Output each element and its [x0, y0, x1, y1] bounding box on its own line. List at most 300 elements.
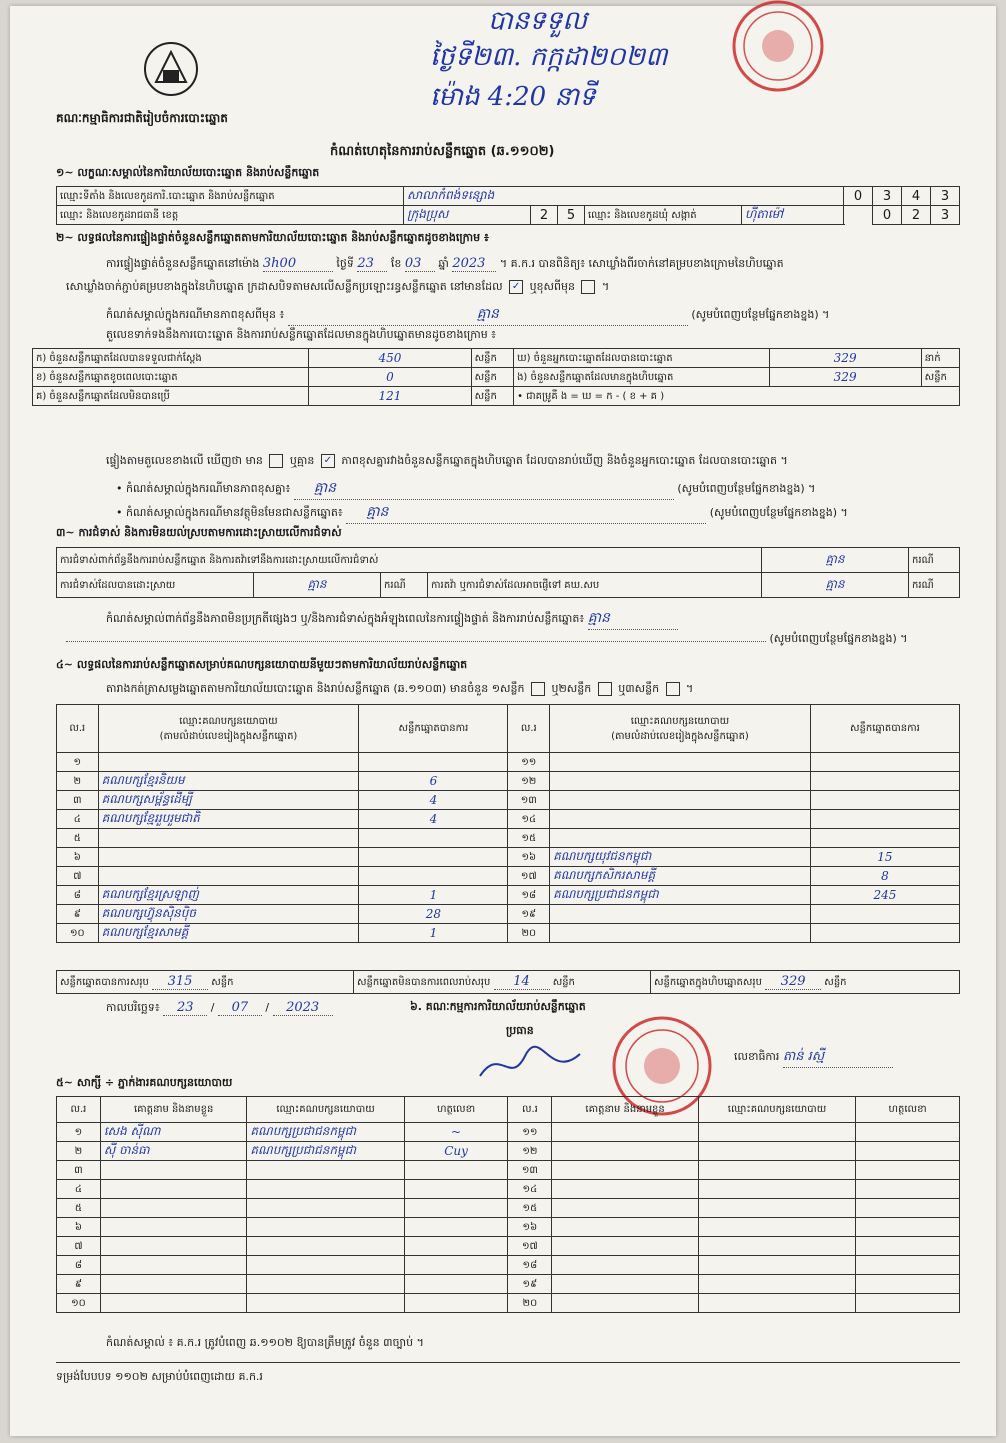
- row-number: ៣: [57, 791, 99, 810]
- witness-signature: ~: [404, 1123, 508, 1142]
- col-party-header: ឈ្មោះគណបក្សនយោបាយ: [179, 715, 278, 727]
- witness-party: [698, 1161, 855, 1180]
- figures-unit: សន្លឹក: [471, 349, 513, 368]
- witness-name: [100, 1161, 247, 1180]
- figures-value: 329: [769, 368, 921, 387]
- witness-signature: [856, 1237, 960, 1256]
- witness-party: [698, 1237, 855, 1256]
- witness-party: [698, 1123, 855, 1142]
- results-row: [57, 753, 960, 772]
- row-number: ៧: [57, 1237, 101, 1256]
- totals-row: [57, 971, 960, 994]
- received-note: បានទទួល: [488, 6, 588, 36]
- party-votes: [810, 753, 959, 772]
- venue-code-digit: 3: [873, 187, 902, 206]
- witness-row: [57, 1142, 960, 1161]
- verification-text: ការផ្ទៀងផ្ទាត់ចំនួនសន្លឹកឆ្នោតនៅម៉ោង: [106, 257, 260, 270]
- verification-month: 03: [405, 256, 435, 272]
- results-row: [57, 886, 960, 905]
- col-name-header: គោត្តនាម និងនាមខ្លួន: [552, 1097, 699, 1123]
- witness-signature: [404, 1294, 508, 1313]
- party-name: [550, 791, 811, 810]
- row-number: ១: [57, 753, 99, 772]
- col-no-header: ល.រ: [57, 705, 99, 753]
- witness-signature: [856, 1161, 960, 1180]
- note1-suffix: (សូមបំពេញបន្ថែមផ្នែកខាងខ្នង) ។: [691, 308, 830, 321]
- witness-signature: [856, 1142, 960, 1161]
- party-name: [98, 848, 359, 867]
- row-number: ១២: [508, 772, 550, 791]
- resolved-value: គ្មាន: [254, 573, 381, 598]
- nec-logo-icon: [140, 38, 202, 100]
- party-votes: [359, 753, 508, 772]
- witness-party: [698, 1218, 855, 1237]
- objection-label: ការជំទាស់ពាក់ព័ន្ធនឹងការរាប់សន្លឹកឆ្នោត និងការតវ៉ាទៅនឹងការដោះស្រាយលើការជំទាស់: [57, 548, 762, 573]
- witness-name: [100, 1275, 247, 1294]
- party-name: [98, 753, 359, 772]
- province-value: ក្រុងប្រុស: [404, 206, 531, 224]
- witness-signature: [404, 1180, 508, 1199]
- party-votes: [810, 772, 959, 791]
- col-sign-header: ហត្ថលេខា: [404, 1097, 508, 1123]
- row-number: ១៩: [508, 1275, 552, 1294]
- witness-name: សេង ស៊ីណា: [100, 1123, 247, 1142]
- witness-signature: [856, 1294, 960, 1313]
- venue-code-digit: 0: [844, 187, 873, 206]
- sheets-3-checkbox[interactable]: [666, 682, 680, 696]
- witness-signature: [404, 1218, 508, 1237]
- figures-label: ខ) ចំនួនសន្លឹកឆ្នោតខូចពេលបោះឆ្នោត: [33, 368, 309, 387]
- col-party-header: ឈ្មោះគណបក្សនយោបាយ: [698, 1097, 855, 1123]
- total-valid-value: 315: [152, 974, 208, 990]
- row-number: ១៤: [508, 1180, 552, 1199]
- section3-note-line2: [66, 632, 908, 648]
- difference-no-checkbox[interactable]: ✓: [321, 454, 335, 468]
- witness-name: [552, 1275, 699, 1294]
- verification-text: ថ្ងៃទី: [336, 257, 354, 270]
- witness-signature: [856, 1256, 960, 1275]
- witness-name: [100, 1218, 247, 1237]
- party-votes: 8: [810, 867, 959, 886]
- witness-party: [247, 1256, 404, 1275]
- witness-row: [57, 1161, 960, 1180]
- party-name: [550, 924, 811, 943]
- witness-header: [57, 1097, 960, 1123]
- total-box-value: 329: [765, 974, 821, 990]
- witness-name: [100, 1256, 247, 1275]
- party-name: [550, 810, 811, 829]
- form-sheet: [10, 6, 996, 1436]
- witness-party: [698, 1294, 855, 1313]
- row-number: ១៦: [508, 848, 550, 867]
- note2-label: • កំណត់សម្គាល់ក្នុងករណីមានភាពខុសគ្នា៖: [116, 482, 291, 495]
- col-votes-header: សន្លឹកឆ្នោតបានការ: [810, 705, 959, 753]
- row-number: ៤: [57, 810, 99, 829]
- total-valid-label: សន្លឹកឆ្នោតបានការសរុប: [60, 977, 149, 988]
- results-row: [57, 772, 960, 791]
- witness-signature: [404, 1275, 508, 1294]
- org-name: គណៈកម្មាធិការជាតិរៀបចំការបោះឆ្នោត: [56, 111, 228, 125]
- party-votes: [810, 924, 959, 943]
- party-votes: [359, 848, 508, 867]
- party-votes: 245: [810, 886, 959, 905]
- party-name: [550, 772, 811, 791]
- section3-note-suffix: (សូមបំពេញបន្ថែមផ្នែកខាងខ្នង) ។: [769, 632, 908, 645]
- row-number: ៥: [57, 829, 99, 848]
- row-number: ១០: [57, 924, 99, 943]
- party-name: គណបក្សកសិករសាមគ្គី: [550, 867, 811, 886]
- results-table: [56, 704, 960, 943]
- formula-text: • ជាគម្រូគឺ ង = ឃ = ក - ( ខ + គ ): [514, 387, 960, 406]
- witness-signature: [404, 1256, 508, 1275]
- chair-label: ប្រធាន: [506, 1024, 534, 1037]
- seal-intact-checkbox[interactable]: ✓: [509, 280, 523, 294]
- row-number: ៣: [57, 1161, 101, 1180]
- figures-intro: តួលេខទាក់ទងនឹងការបោះឆ្នោត និងការរាប់សន្លឹកឆ្នោតដែលមានក្នុងហិបឆ្នោតមានដូចខាងក្រោម ៖: [106, 328, 497, 341]
- row-number: ៤: [57, 1180, 101, 1199]
- witness-row: [57, 1275, 960, 1294]
- party-votes: [810, 829, 959, 848]
- row-number: ៩: [57, 905, 99, 924]
- figures-unit: នាក់: [921, 349, 959, 368]
- figures-label: គ) ចំនួនសន្លឹកឆ្នោតដែលមិនបានប្រើ: [33, 387, 309, 406]
- party-name: [98, 867, 359, 886]
- witness-party: [698, 1256, 855, 1275]
- sheets-2-checkbox[interactable]: [598, 682, 612, 696]
- section2-title: ២~ លទ្ធផលនៃការផ្ទៀងផ្ទាត់ចំនួនសន្លឹកឆ្នោតតាមការិយាល័យបោះឆ្នោត និងរាប់សន្លឹកឆ្នោតដូចខាងក្រោម ៖: [56, 231, 489, 244]
- row-number: ២: [57, 1142, 101, 1161]
- note2-value: គ្មាន: [294, 478, 674, 500]
- commune-value: ហ៊ីតាម៉ៅ: [745, 207, 784, 221]
- figures-value: 329: [769, 349, 921, 368]
- figures-unit: សន្លឹក: [921, 368, 959, 387]
- objection-value: គ្មាន: [762, 548, 909, 573]
- col-no-header: ល.រ: [508, 705, 550, 753]
- witness-party: [247, 1218, 404, 1237]
- appeal-label: ការតវ៉ា ឬការជំទាស់ដែលអាចផ្ញើទៅ គឃ.សប: [428, 573, 762, 598]
- results-row: [57, 905, 960, 924]
- party-name: [550, 829, 811, 848]
- party-name: គណបក្សយុវជនកម្ពុជា: [550, 848, 811, 867]
- witness-party: គណបក្សប្រជាជនកម្ពុជា: [247, 1123, 404, 1142]
- total-unit: សន្លឹក: [824, 977, 847, 988]
- witness-party: [698, 1180, 855, 1199]
- row-number: ៨: [57, 1256, 101, 1275]
- appeal-value: គ្មាន: [762, 573, 909, 598]
- secretary-label: លេខាធិការ: [734, 1050, 780, 1063]
- note3-value: គ្មាន: [346, 502, 706, 524]
- witness-party: [698, 1199, 855, 1218]
- venue-code-digit: 4: [902, 187, 931, 206]
- row-number: ១៨: [508, 886, 550, 905]
- party-name: គណបក្សហ៊្វុនស៊ិនប៉ិច: [98, 905, 359, 924]
- witness-name: [552, 1256, 699, 1275]
- section1-title: ១~ លក្ខណៈសម្គាល់នៃការិយាល័យបោះឆ្នោត និងរាប់សន្លឹកឆ្នោត: [56, 166, 320, 179]
- row-number: ១៥: [508, 829, 550, 848]
- witness-party: [698, 1275, 855, 1294]
- witness-signature: [856, 1180, 960, 1199]
- party-name: [98, 829, 359, 848]
- commune-label: ឈ្មោះ និងលេខកូដឃុំ សង្កាត់: [585, 206, 742, 224]
- province-code-digit: 5: [558, 206, 585, 224]
- figures-unit: សន្លឹក: [471, 368, 513, 387]
- row-number: ១៥: [508, 1199, 552, 1218]
- note3-suffix: (សូមបំពេញបន្ថែមផ្នែកខាងខ្នង) ។: [709, 506, 848, 519]
- witness-party: គណបក្សប្រជាជនកម្ពុជា: [247, 1142, 404, 1161]
- witness-name: [552, 1237, 699, 1256]
- results-row: [57, 791, 960, 810]
- note3-line: [116, 502, 848, 524]
- witness-signature: [856, 1199, 960, 1218]
- row-number: ១៣: [508, 791, 550, 810]
- verification-day: 23: [357, 256, 387, 272]
- witness-name: [552, 1294, 699, 1313]
- commune-code-digit: 2: [902, 206, 931, 225]
- col-party-header: ឈ្មោះគណបក្សនយោបាយ: [630, 715, 730, 727]
- difference-yes-checkbox[interactable]: [269, 454, 283, 468]
- witness-signature: [856, 1218, 960, 1237]
- figures-value: 121: [309, 387, 471, 406]
- col-party-subheader: (តាមលំដាប់លេខរៀងក្នុងសន្លឹកឆ្នោត): [159, 730, 298, 742]
- party-votes: 1: [359, 886, 508, 905]
- witness-party: [247, 1199, 404, 1218]
- results-row: [57, 810, 960, 829]
- seal-line: សោឃ្លាំងចាក់ភ្ជាប់គម្របខាងក្នុងនៃហិបឆ្នោត ក្រដាសបិទតាមសលើសន្លឹកប្រឡោះរន្ធសន្លឹកឆ្នោត នៅមានដែល ✓ ឬខុសពីមុន ។: [66, 280, 610, 293]
- witness-party: [247, 1294, 404, 1313]
- row-number: ៦: [57, 1218, 101, 1237]
- col-no-header: ល.រ: [57, 1097, 101, 1123]
- witness-party: [247, 1275, 404, 1294]
- resolved-label: ការជំទាស់ដែលបានដោះស្រាយ: [57, 573, 254, 598]
- note3-label: • កំណត់សម្គាល់ក្នុងករណីមានវត្ថុមិនមែនជាសន្លឹកឆ្នោត៖: [116, 506, 343, 519]
- date-label: កាលបរិច្ឆេទ៖: [106, 1001, 160, 1014]
- seal-different-checkbox[interactable]: [581, 280, 595, 294]
- figures-value: 450: [309, 349, 471, 368]
- party-name: គណបក្សខ្មែរស្រឡាញ់: [98, 886, 359, 905]
- venue-code-digit: 3: [931, 187, 960, 206]
- row-number: ៧: [57, 867, 99, 886]
- row-number: ១៨: [508, 1256, 552, 1275]
- verification-line: [106, 256, 784, 273]
- document-title: កំណត់ហេតុនៃការរាប់សន្លឹកឆ្នោត (ឆ.១១០២): [330, 144, 555, 159]
- venue-value: សាលាកំពង់ទន្សោង: [404, 187, 844, 206]
- col-votes-header: សន្លឹកឆ្នោតបានការ: [359, 705, 508, 753]
- party-votes: 4: [359, 791, 508, 810]
- date-month: 07: [218, 1000, 262, 1016]
- chair-signature-icon: [470, 1036, 590, 1096]
- party-name: [550, 753, 811, 772]
- witness-party: [247, 1180, 404, 1199]
- compare-text: ភាពខុសគ្នារវាងចំនួនសន្លឹកឆ្នោតក្នុងហិបឆ្នោត ដែលបានរាប់ឃើញ និងចំនួនអ្នកបោះឆ្នោត ដែលបានបោះឆ្នោត ។: [341, 454, 788, 467]
- results-row: [57, 829, 960, 848]
- row-number: ៩: [57, 1275, 101, 1294]
- compare-text: ឬគ្មាន: [289, 454, 315, 467]
- row-number: ៥: [57, 1199, 101, 1218]
- witness-name: [552, 1161, 699, 1180]
- results-row: [57, 867, 960, 886]
- party-name: គណបក្សប្រជាជនកម្ពុជា: [550, 886, 811, 905]
- row-number: ១: [57, 1123, 101, 1142]
- party-name: [550, 905, 811, 924]
- compare-line: [106, 454, 788, 470]
- witness-row: [57, 1237, 960, 1256]
- party-votes: [359, 867, 508, 886]
- province-label: ឈ្មោះ និងលេខកូដរាជធានី ខេត្ត: [57, 206, 404, 225]
- results-header: [57, 705, 960, 753]
- witness-signature: [404, 1237, 508, 1256]
- witness-row: [57, 1123, 960, 1142]
- witness-name: [100, 1199, 247, 1218]
- note1-value: គ្មាន: [288, 304, 688, 326]
- verification-year: 2023: [452, 256, 496, 272]
- witness-row: [57, 1199, 960, 1218]
- row-number: ១២: [508, 1142, 552, 1161]
- col-no-header: ល.រ: [508, 1097, 552, 1123]
- committee-title: ៦. គណៈកម្មការការិយាល័យរាប់សន្លឹកឆ្នោត: [410, 1000, 586, 1013]
- witness-name: [100, 1294, 247, 1313]
- date-year: 2023: [273, 1000, 333, 1016]
- row-number: ១៧: [508, 867, 550, 886]
- row-number: ១៤: [508, 810, 550, 829]
- secretary-line: [734, 1048, 893, 1068]
- row-number: ៨: [57, 886, 99, 905]
- witness-party: [247, 1237, 404, 1256]
- witness-name: [100, 1180, 247, 1199]
- figures-row: [33, 349, 960, 368]
- row-number: ៦: [57, 848, 99, 867]
- date-line: កាលបរិច្ឆេទ៖ 23 / 07 / 2023: [106, 1000, 333, 1017]
- section3-title: ៣~ ការជំទាស់ និងការមិនយល់ស្របតាមការដោះស្រាយលើការជំទាស់: [56, 526, 342, 539]
- commune-code-digit: 0: [873, 206, 902, 225]
- blank-line: [66, 641, 766, 642]
- form-footer: ទម្រង់បែបបទ ១១០២ សម្រាប់បំពេញដោយ គ.ក.រ: [56, 1370, 263, 1383]
- witness-signature: [856, 1275, 960, 1294]
- row-number: ១១: [508, 753, 550, 772]
- party-name: គណបក្សសម្ព័ន្ធដើម្បី: [98, 791, 359, 810]
- witness-name: [552, 1180, 699, 1199]
- witness-name: [552, 1142, 699, 1161]
- row-number: ១៦: [508, 1218, 552, 1237]
- party-votes: [359, 829, 508, 848]
- verification-text: ។ គ.ក.រ បានពិនិត្យ៖ សោឃ្លាំងពីរចាក់នៅគម្របខាងក្រោមនៃហិបឆ្នោត: [499, 257, 784, 270]
- seal-text: ឬខុសពីមុន: [529, 280, 575, 293]
- section3-note-label: កំណត់សម្គាល់ពាក់ព័ន្ធនឹងភាពមិនប្រក្រតីផ្សេងៗ ឬ/និងការជំទាស់ក្នុងអំឡុងពេលនៃការផ្ទៀងផ្ទាត់ និងការរាប់សន្លឹកឆ្នោត៖: [106, 612, 585, 625]
- figures-label: ឃ) ចំនួនអ្នកបោះឆ្នោតដែលបានបោះឆ្នោត: [514, 349, 770, 368]
- col-party-subheader: (តាមលំដាប់លេខរៀងក្នុងសន្លឹកឆ្នោត): [611, 730, 749, 742]
- witness-name: [552, 1123, 699, 1142]
- party-votes: 28: [359, 905, 508, 924]
- witness-row: [57, 1294, 960, 1313]
- section4-intro: តារាងកត់ត្រាសម្លេងឆ្នោតតាមការិយាល័យបោះឆ្នោត និងរាប់សន្លឹកឆ្នោត (ឆ.១១០៣) មានចំនួន ១សន្លឹក ឬ២សន្លឹក ឬ៣សន្លឹក ។: [106, 682, 694, 695]
- note2-line: [116, 478, 815, 500]
- results-row: [57, 924, 960, 943]
- date-day: 23: [163, 1000, 207, 1016]
- total-invalid-value: 14: [494, 974, 550, 990]
- figures-row: [33, 387, 960, 406]
- section3-note-value: គ្មាន: [588, 608, 678, 630]
- party-votes: [810, 905, 959, 924]
- figures-label: ង) ចំនួនសន្លឹកឆ្នោតដែលមានក្នុងហិបឆ្នោត: [514, 368, 770, 387]
- results-row: [57, 848, 960, 867]
- figures-unit: សន្លឹក: [471, 387, 513, 406]
- commune-code-digit: 3: [931, 206, 960, 225]
- party-votes: 15: [810, 848, 959, 867]
- col-name-header: គោត្តនាម និងនាមខ្លួន: [100, 1097, 247, 1123]
- province-code-digit: 2: [531, 206, 558, 224]
- witness-row: [57, 1218, 960, 1237]
- col-party-header: ឈ្មោះគណបក្សនយោបាយ: [247, 1097, 404, 1123]
- witness-party: [698, 1142, 855, 1161]
- row-number: ២០: [508, 1294, 552, 1313]
- witness-table: [56, 1096, 960, 1313]
- party-name: គណបក្សខ្មែរនិយម: [98, 772, 359, 791]
- section4-title: ៤~ លទ្ធផលនៃការរាប់សន្លឹកឆ្នោតសម្រាប់គណបក្សនយោបាយនីមួយៗតាមការិយាល័យរាប់សន្លឹកឆ្នោត: [56, 658, 468, 671]
- total-box-label: សន្លឹកឆ្នោតក្នុងហិបឆ្នោតសរុប: [654, 977, 762, 988]
- verification-text: ឆ្នាំ: [438, 257, 449, 270]
- witness-party: [247, 1161, 404, 1180]
- resolved-unit: ករណី: [381, 573, 428, 598]
- appeal-unit: ករណី: [909, 573, 960, 598]
- party-name: គណបក្សខ្មែររួបរួមជាតិ: [98, 810, 359, 829]
- party-name: គណបក្សខ្មែរសាមគ្គី: [98, 924, 359, 943]
- verification-text: ខែ: [390, 257, 402, 270]
- section4-intro-text: ឬ៣សន្លឹក: [618, 682, 660, 695]
- witness-name: [552, 1218, 699, 1237]
- witness-signature: [404, 1199, 508, 1218]
- sheets-1-checkbox[interactable]: [531, 682, 545, 696]
- party-votes: 4: [359, 810, 508, 829]
- figures-value: 0: [309, 368, 471, 387]
- row-number: ១១: [508, 1123, 552, 1142]
- figures-row: [33, 368, 960, 387]
- received-time: ម៉ោង 4:20 នាទី: [430, 82, 596, 112]
- party-votes: 1: [359, 924, 508, 943]
- witness-signature: [856, 1123, 960, 1142]
- section4-intro-text: ឬ២សន្លឹក: [551, 682, 592, 695]
- party-votes: [810, 791, 959, 810]
- row-number: ១៣: [508, 1161, 552, 1180]
- note2-suffix: (សូមបំពេញបន្ថែមផ្នែកខាងខ្នង) ។: [677, 482, 816, 495]
- top-stamp-icon: [716, 0, 846, 100]
- section5-title: ៥~ សាក្សី ÷ ភ្នាក់ងារគណបក្សនយោបាយ: [56, 1076, 233, 1089]
- footnote: កំណត់សម្គាល់ ៖ គ.ក.រ ត្រូវបំពេញ ឆ.១១០២ ឱ្យបានត្រឹមត្រូវ ចំនួន ៣ច្បាប់ ។: [106, 1336, 424, 1349]
- section3-note: [106, 608, 678, 630]
- party-votes: 6: [359, 772, 508, 791]
- witness-row: [57, 1256, 960, 1275]
- note1-label: កំណត់សម្គាល់ក្នុងករណីមានភាពខុសពីមុន ៖: [106, 308, 285, 321]
- witness-name: [552, 1199, 699, 1218]
- total-unit: សន្លឹក: [552, 977, 575, 988]
- received-date: ថ្ងៃទី២៣. កក្កដា២០២៣: [430, 42, 668, 72]
- footer-divider: [56, 1362, 960, 1363]
- total-invalid-label: សន្លឹកឆ្នោតមិនបានការពេលរាប់សរុប: [357, 977, 491, 988]
- witness-row: [57, 1180, 960, 1199]
- section4-intro-text: តារាងកត់ត្រាសម្លេងឆ្នោតតាមការិយាល័យបោះឆ្នោត និងរាប់សន្លឹកឆ្នោត (ឆ.១១០៣) មានចំនួន ១សន្លឹក: [106, 682, 525, 695]
- note1-line: [106, 304, 829, 326]
- witness-name: ស៊ី ចាន់ធា: [100, 1142, 247, 1161]
- compare-text: ផ្ទៀងតាមតួលេខខាងលើ ឃើញថា មាន: [106, 454, 263, 467]
- figures-label: ក) ចំនួនសន្លឹកឆ្នោតដែលបានទទួលជាក់ស្តែង: [33, 349, 309, 368]
- witness-name: [100, 1237, 247, 1256]
- total-unit: សន្លឹក: [211, 977, 234, 988]
- secretary-value: តាន់ រស្មី: [783, 1048, 893, 1068]
- row-number: ២: [57, 772, 99, 791]
- objection-unit: ករណី: [909, 548, 960, 573]
- party-votes: [810, 810, 959, 829]
- col-sign-header: ហត្ថលេខា: [856, 1097, 960, 1123]
- row-number: ១០: [57, 1294, 101, 1313]
- verification-time: 3h00: [263, 256, 333, 272]
